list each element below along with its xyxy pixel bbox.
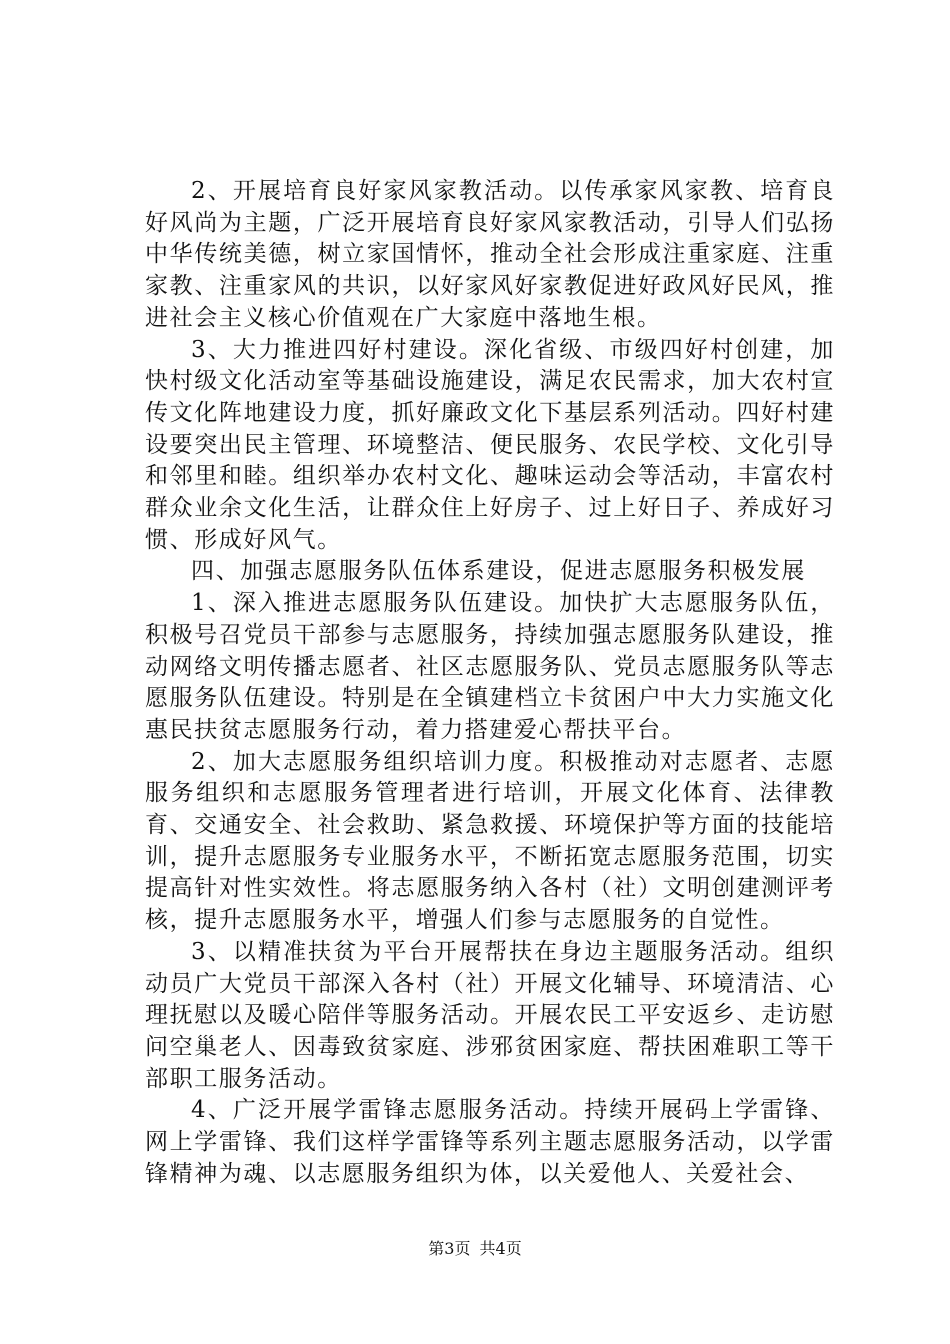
page-total: 共4页 <box>479 1239 522 1258</box>
paragraph-lei-feng: 4、广泛开展学雷锋志愿服务活动。持续开展码上学雷锋、网上学雷锋、我们这样学雷锋等系列主题志愿服务活动，以学雷锋精神为魂、以志愿服务组织为体，以关爱他人、关爱社会、 <box>145 1097 835 1187</box>
page-number: 第3页 <box>428 1239 471 1258</box>
paragraph-volunteer-training: 2、加大志愿服务组织培训力度。积极推动对志愿者、志愿服务组织和志愿服务管理者进行培训，开展文化体育、法律教育、交通安全、社会救助、紧急救援、环境保护等方面的技能培训，提升志愿服务专业服务水平，不断拓宽志愿服务范围，切实提高针对性实效性。将志愿服务纳入各村（社）文明创建测评考核，提升志愿服务水平，增强人们参与志愿服务的自觉性。 <box>145 748 835 934</box>
paragraph-family-tradition: 2、开展培育良好家风家教活动。以传承家风家教、培育良好风尚为主题，广泛开展培育良好家风家教活动，引导人们弘扬中华传统美德，树立家国情怀，推动全社会形成注重家庭、注重家教、注重家风的共识，以好家风好家教促进好政风好民风，推进社会主义核心价值观在广大家庭中落地生根。 <box>145 178 835 331</box>
document-body <box>145 176 835 1191</box>
paragraph-poverty-alleviation: 3、以精准扶贫为平台开展帮扶在身边主题服务活动。组织动员广大党员干部深入各村（社）开展文化辅导、环境清洁、心理抚慰以及暖心陪伴等服务活动。开展农民工平安返乡、走访慰问空巢老人、因毒致贫家庭、涉邪贫困家庭、帮扶困难职工等干部职工服务活动。 <box>145 938 835 1092</box>
paragraph-four-good-villages: 3、大力推进四好村建设。深化省级、市级四好村创建，加快村级文化活动室等基础设施建设，满足农民需求，加大农村宣传文化阵地建设力度，抓好廉政文化下基层系列活动。四好村建设要突出民主管理、环境整洁、便民服务、农民学校、文化引导和邻里和睦。组织举办农村文化、趣味运动会等活动，丰富农村群众业余文化生活，让群众住上好房子、过上好日子、养成好习惯、形成好风气。 <box>145 336 835 553</box>
section-heading-volunteer: 四、加强志愿服务队伍体系建设，促进志愿服务积极发展 <box>191 558 806 585</box>
page-footer <box>0 1239 950 1259</box>
paragraph-volunteer-teams: 1、深入推进志愿服务队伍建设。加快扩大志愿服务队伍，积极号召党员干部参与志愿服务，持续加强志愿服务队建设，推动网络文明传播志愿者、社区志愿服务队、党员志愿服务队等志愿服务队伍建设。特别是在全镇建档立卡贫困户中大力实施文化惠民扶贫志愿服务行动，着力搭建爱心帮扶平台。 <box>145 590 835 743</box>
